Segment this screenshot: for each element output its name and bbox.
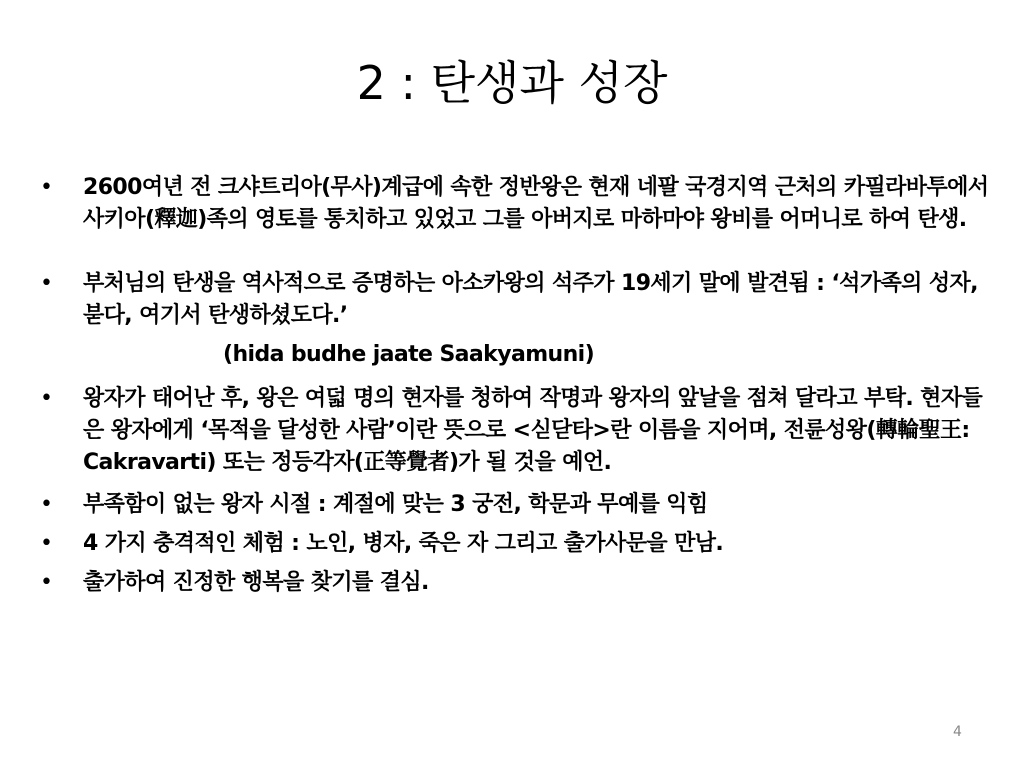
bullet-text: 4 가지 충격적인 체험 : 노인, 병자, 죽은 자 그리고 출가사문을 만남. xyxy=(83,531,724,556)
bullet-item-prince-years xyxy=(40,489,990,521)
bullet-item-ashoka-pillar xyxy=(40,268,990,371)
bullet-icon: • xyxy=(40,492,53,517)
bullet-item-renunciation xyxy=(40,567,990,599)
page-number: 4 xyxy=(953,724,962,740)
bullet-item-four-sights xyxy=(40,528,990,560)
bullet-icon: • xyxy=(40,175,53,200)
bullet-item-naming xyxy=(40,383,990,479)
bullet-icon: • xyxy=(40,531,53,556)
bullet-icon: • xyxy=(40,570,53,595)
bullet-text: 2600여년 전 크샤트리아(무사)계급에 속한 정반왕은 현재 네팔 국경지역 근처의 카필라바투에서 사키아(釋迦)족의 영토를 통치하고 있었고 그를 아버지로 마하마야 왕비를 어머니로 하여 탄생. xyxy=(83,175,989,232)
bullet-text: 부족함이 없는 왕자 시절 : 계절에 맞는 3 궁전, 학문과 무예를 익힘 xyxy=(83,492,708,517)
bullet-text: 왕자가 태어난 후, 왕은 여덟 명의 현자를 청하여 작명과 왕자의 앞날을 점쳐 달라고 부탁. 현자들은 왕자에게 ‘목적을 달성한 사람’이란 뜻으로 <싣닫타>란 이름을 지어며, 전륜성왕(轉輪聖王: Cakravarti) 또는 정등각자(正等覺者)가 될 것을 예언. xyxy=(83,386,983,475)
bullet-icon: • xyxy=(40,386,53,411)
bullet-item-birth xyxy=(40,172,990,236)
bullet-icon: • xyxy=(40,271,53,296)
bullet-text: 출가하여 진정한 행복을 찾기를 결심. xyxy=(83,570,429,595)
bullet-text: 부처님의 탄생을 역사적으로 증명하는 아소카왕의 석주가 19세기 말에 발견됨 : ‘석가족의 성자, 붇다, 여기서 탄생하셨도다.’ xyxy=(83,271,978,328)
bullet-list xyxy=(40,172,990,599)
bullet-subline: (hida budhe jaate Saakyamuni) xyxy=(223,342,595,367)
slide-title: 2 : 탄생과 성장 xyxy=(356,56,668,110)
